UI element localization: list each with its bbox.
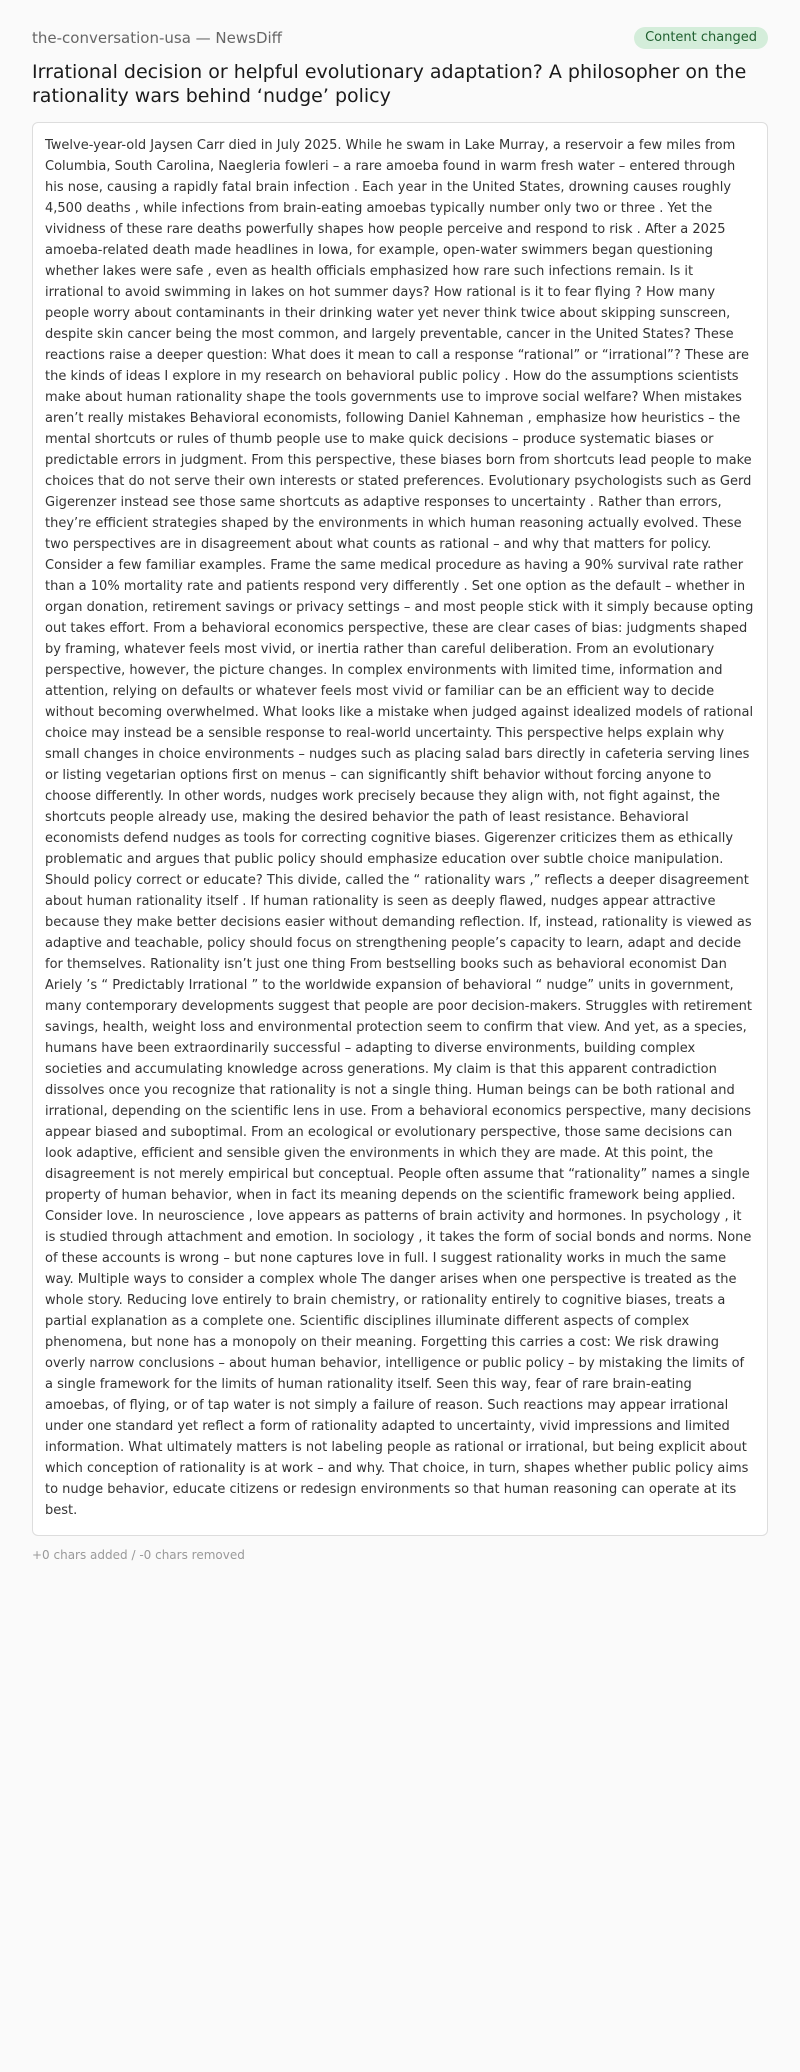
source-label: the-conversation-usa — NewsDiff: [32, 29, 283, 47]
page-header: [32, 26, 768, 50]
article-title: Irrational decision or helpful evolutionary adaptation? A philosopher on the rationality wars behind ‘nudge’ policy: [32, 61, 747, 107]
newsdiff-page: [32, 0, 768, 1562]
status-badge: Content changed: [634, 27, 768, 49]
article-body-card: [32, 122, 768, 1536]
article-body-text: Twelve-year-old Jaysen Carr died in July 2025. While he swam in Lake Murray, a reservoir a few miles from Columbia, South Carolina, Naegleria fowleri – a rare amoeba found in warm fresh water – entered through his nose, causing a rapidly fatal brain infection . Each year in the United States, drowning causes roughly 4,500 deaths , while infections from brain-eating amoebas typically number only two or three . Yet the vividness of these rare deaths powerfully shapes how people perceive and respond to risk . After a 2025 amoeba-related death made headlines in Iowa, for example, open-water swimmers began questioning whether lakes were safe , even as health officials emphasized how rare such infections remain. Is it irrational to avoid swimming in lakes on hot summer days? How rational is it to fear flying ? How many people worry about contaminants in their drinking water yet never think twice about skipping sunscreen, despite skin cancer being the most common, and largely preventable, cancer in the United States? These reactions raise a deeper question: What does it mean to call a response “rational” or “irrational”? These are the kinds of ideas I explore in my research on behavioral public policy . How do the assumptions scientists make about human rationality shape the tools governments use to improve social welfare? When mistakes aren’t really mistakes Behavioral economists, following Daniel Kahneman , emphasize how heuristics – the mental shortcuts or rules of thumb people use to make quick decisions – produce systematic biases or predictable errors in judgment. From this perspective, these biases born from shortcuts lead people to make choices that do not serve their own interests or stated preferences. Evolutionary psychologists such as Gerd Gigerenzer instead see those same shortcuts as adaptive responses to uncertainty . Rather than errors, they’re efficient strategies shaped by the environments in which human reasoning actually evolved. These two perspectives are in disagreement about what counts as rational – and why that matters for policy. Consider a few familiar examples. Frame the same medical procedure as having a 90% survival rate rather than a 10% mortality rate and patients respond very differently . Set one option as the default – whether in organ donation, retirement savings or privacy settings – and most people stick with it simply because opting out takes effort. From a behavioral economics perspective, these are clear cases of bias: judgments shaped by framing, whatever feels most vivid, or inertia rather than careful deliberation. From an evolutionary perspective, however, the picture changes. In complex environments with limited time, information and attention, relying on defaults or whatever feels most vivid or familiar can be an efficient way to decide without becoming overwhelmed. What looks like a mistake when judged against idealized models of rational choice may instead be a sensible response to real-world uncertainty. This perspective helps explain why small changes in choice environments – nudges such as placing salad bars directly in cafeteria serving lines or listing vegetarian options first on menus – can significantly shift behavior without forcing anyone to choose differently. In other words, nudges work precisely because they align with, not fight against, the shortcuts people already use, making the desired behavior the path of least resistance. Behavioral economists defend nudges as tools for correcting cognitive biases. Gigerenzer criticizes them as ethically problematic and argues that public policy should emphasize education over subtle choice manipulation. Should policy correct or educate? This divide, called the “ rationality wars ,” reflects a deeper disagreement about human rationality itself . If human rationality is seen as deeply flawed, nudges appear attractive because they make better decisions easier without demanding reflection. If, instead, rationality is viewed as adaptive and teachable, policy should focus on strengthening people’s capacity to learn, adapt and decide for themselves. Rationality isn’t just one thing From bestselling books such as behavioral economist Dan Ariely ’s “ Predictably Irrational ” to the worldwide expansion of behavioral “ nudge” units in government, many contemporary developments suggest that people are poor decision-makers. Struggles with retirement savings, health, weight loss and environmental protection seem to confirm that view. And yet, as a species, humans have been extraordinarily successful – adapting to diverse environments, building complex societies and accumulating knowledge across generations. My claim is that this apparent contradiction dissolves once you recognize that rationality is not a single thing. Human beings can be both rational and irrational, depending on the scientific lens in use. From a behavioral economics perspective, many decisions appear biased and suboptimal. From an ecological or evolutionary perspective, those same decisions can look adaptive, efficient and sensible given the environments in which they are made. At this point, the disagreement is not merely empirical but conceptual. People often assume that “rationality” names a single property of human behavior, when in fact its meaning depends on the scientific framework being applied. Consider love. In neuroscience , love appears as patterns of brain activity and hormones. In psychology , it is studied through attachment and emotion. In sociology , it takes the form of social bonds and norms. None of these accounts is wrong – but none captures love in full. I suggest rationality works in much the same way. Multiple ways to consider a complex whole The danger arises when one perspective is treated as the whole story. Reducing love entirely to brain chemistry, or rationality entirely to cognitive biases, treats a partial explanation as a complete one. Scientific disciplines illuminate different aspects of complex phenomena, but none has a monopoly on their meaning. Forgetting this carries a cost: We risk drawing overly narrow conclusions – about human behavior, intelligence or public policy – by mistaking the limits of a single framework for the limits of human rationality itself. Seen this way, fear of rare brain-eating amoebas, of flying, or of tap water is not simply a failure of reason. Such reactions may appear irrational under one standard yet reflect a form of rationality adapted to uncertainty, vivid impressions and limited information. What ultimately matters is not labeling people as rational or irrational, but being explicit about which conception of rationality is at work – and why. That choice, in turn, shapes whether public policy aims to nudge behavior, educate citizens or redesign environments so that human reasoning can operate at its best.: [45, 138, 754, 1518]
diff-stats: +0 chars added / -0 chars removed: [32, 1548, 245, 1562]
